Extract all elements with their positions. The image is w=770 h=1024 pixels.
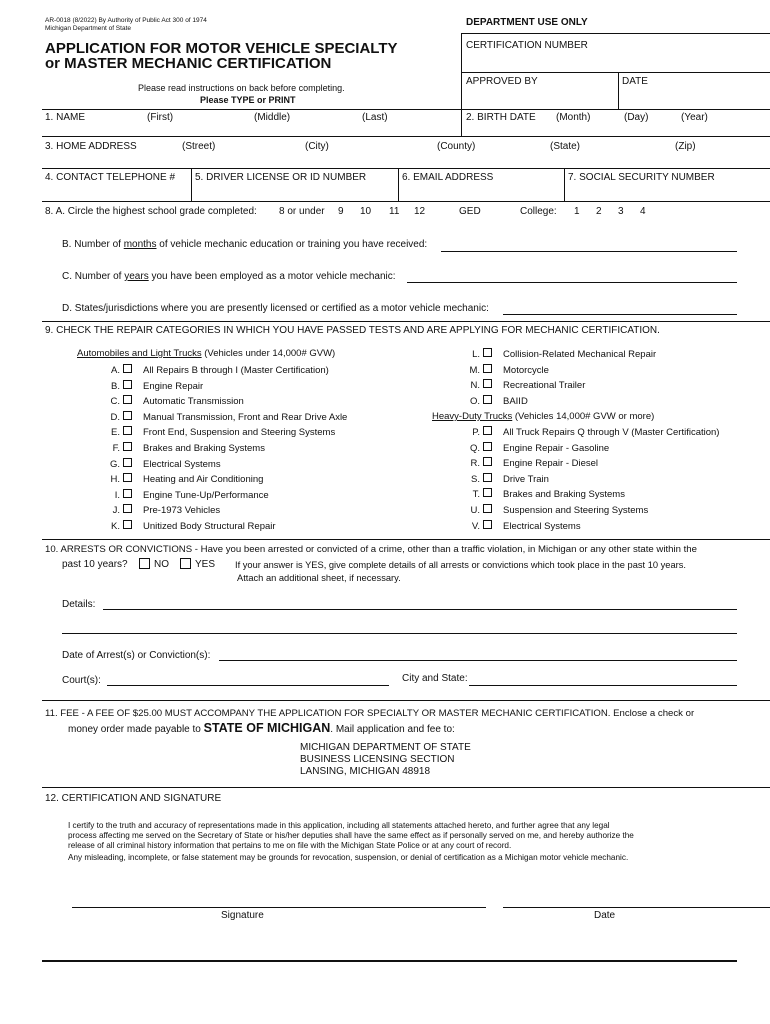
last-name-label: (Last) bbox=[362, 112, 388, 123]
past-10-years-label: past 10 years? bbox=[62, 559, 128, 570]
approved-by-label: APPROVED BY bbox=[466, 76, 538, 87]
category-label: Engine Repair - Diesel bbox=[503, 458, 599, 470]
category-checkbox[interactable] bbox=[483, 473, 492, 482]
no-label: NO bbox=[154, 559, 169, 570]
row1-top-border bbox=[42, 109, 770, 110]
contact-phone-label: 4. CONTACT TELEPHONE # bbox=[45, 172, 176, 183]
category-checkbox[interactable] bbox=[123, 380, 132, 389]
category-label: Collision-Related Mechanical Repair bbox=[503, 349, 657, 360]
category-letter: S. bbox=[471, 473, 480, 485]
birth-year-label: (Year) bbox=[681, 112, 708, 123]
ssn-label: 7. SOCIAL SECURITY NUMBER bbox=[568, 172, 715, 183]
dept-box-divider bbox=[461, 72, 770, 73]
grade-option[interactable]: 12 bbox=[414, 206, 426, 217]
row3-top-border bbox=[42, 136, 770, 137]
street-label: (Street) bbox=[182, 141, 216, 152]
q8c-answer-line[interactable] bbox=[407, 282, 737, 283]
row4-divider-1 bbox=[191, 168, 192, 201]
form-title-line1: APPLICATION FOR MOTOR VEHICLE SPECIALTY bbox=[45, 40, 398, 57]
category-checkbox[interactable] bbox=[483, 504, 492, 513]
grade-option[interactable]: 11 bbox=[389, 206, 400, 217]
category-label: Electrical Systems bbox=[143, 458, 221, 470]
birth-date-label: 2. BIRTH DATE bbox=[466, 112, 536, 123]
grade-option[interactable]: 10 bbox=[360, 206, 372, 217]
q8a-label: 8. A. Circle the highest school grade completed: bbox=[45, 206, 257, 217]
category-checkbox[interactable] bbox=[123, 504, 132, 513]
q10-top-border bbox=[42, 539, 770, 540]
category-checkbox[interactable] bbox=[483, 426, 492, 435]
q8c-label: C. Number of years you have been employed as a motor vehicle mechanic: bbox=[62, 271, 396, 282]
no-checkbox[interactable] bbox=[139, 558, 150, 569]
form-id: AR-0018 (8/2022) By Authority of Public Act 300 of 1974 bbox=[45, 17, 207, 24]
category-label: All Repairs B through I (Master Certification) bbox=[143, 365, 329, 376]
row4-divider-2 bbox=[398, 168, 399, 201]
q12-heading: 12. CERTIFICATION AND SIGNATURE bbox=[45, 793, 222, 804]
row4-divider-3 bbox=[564, 168, 565, 201]
category-checkbox[interactable] bbox=[483, 395, 492, 404]
heavy-header: Heavy-Duty Trucks (Vehicles 14,000# GVW or more) bbox=[432, 411, 655, 422]
yes-label: YES bbox=[195, 559, 216, 570]
category-letter: J. bbox=[112, 505, 120, 517]
category-checkbox[interactable] bbox=[123, 489, 132, 498]
dept-box-top bbox=[461, 33, 770, 34]
zip-label: (Zip) bbox=[675, 141, 696, 152]
county-label: (County) bbox=[437, 141, 476, 152]
cert-paragraph-2: process affecting me served on the Secretary of State or his/her deputies shall have the same effect as if personally served on me, and hereby authorize the bbox=[68, 831, 634, 840]
details-line-1[interactable] bbox=[103, 609, 737, 610]
q8b-label: B. Number of months of vehicle mechanic education or training you have received: bbox=[62, 239, 428, 250]
category-checkbox[interactable] bbox=[123, 411, 132, 420]
q10-heading: 10. ARRESTS OR CONVICTIONS - Have you been arrested or convicted of a crime, other than a traffic violation, in Michigan or any other state within the bbox=[45, 544, 697, 555]
category-letter: F. bbox=[112, 443, 120, 454]
auto-header: Automobiles and Light Trucks (Vehicles under 14,000# GVW) bbox=[77, 348, 336, 359]
category-letter: V. bbox=[471, 520, 480, 532]
grade-option[interactable]: GED bbox=[459, 206, 481, 217]
signature-label: Signature bbox=[221, 910, 264, 921]
category-checkbox[interactable] bbox=[123, 364, 132, 373]
middle-name-label: (Middle) bbox=[254, 112, 291, 123]
row1-divider bbox=[461, 109, 462, 136]
category-label: Electrical Systems bbox=[503, 520, 581, 532]
q9-heading: 9. CHECK THE REPAIR CATEGORIES IN WHICH YOU HAVE PASSED TESTS AND ARE APPLYING FOR MECHANIC CERTIFICATION. bbox=[45, 325, 660, 336]
courts-line[interactable] bbox=[107, 685, 389, 686]
category-label: Brakes and Braking Systems bbox=[503, 489, 625, 501]
details-line-2[interactable] bbox=[62, 633, 737, 634]
grade-option[interactable]: 8 or under bbox=[279, 206, 325, 217]
college-label: College: bbox=[520, 206, 557, 217]
category-label: Pre-1973 Vehicles bbox=[143, 505, 221, 517]
q11-top-border bbox=[42, 700, 770, 701]
category-label: Engine Tune-Up/Performance bbox=[143, 489, 269, 501]
row4-top-border bbox=[42, 168, 770, 169]
dept-box-border bbox=[461, 33, 462, 109]
city-label: (City) bbox=[305, 141, 329, 152]
category-label: Brakes and Braking Systems bbox=[143, 443, 265, 454]
category-letter: I. bbox=[114, 489, 120, 501]
cert-paragraph-1: I certify to the truth and accuracy of representations made in this application, including all statements attached hereto, and further agree that any legal bbox=[68, 821, 610, 830]
category-letter: Q. bbox=[469, 442, 480, 454]
category-checkbox[interactable] bbox=[483, 442, 492, 451]
q8b-answer-line[interactable] bbox=[441, 251, 737, 252]
category-checkbox[interactable] bbox=[483, 520, 492, 529]
birth-day-label: (Day) bbox=[624, 112, 649, 123]
fee-heading: 11. FEE - A FEE OF $25.00 MUST ACCOMPANY THE APPLICATION FOR SPECIALTY OR MASTER MECHANIC CERTIFICATION. Enclose a check or bbox=[45, 708, 695, 719]
category-letter: P. bbox=[472, 427, 480, 438]
agency-name: Michigan Department of State bbox=[45, 25, 131, 32]
city-state-label: City and State: bbox=[402, 673, 468, 684]
state-label: (State) bbox=[550, 141, 581, 152]
category-letter: O. bbox=[469, 395, 480, 407]
category-label: Heating and Air Conditioning bbox=[143, 474, 264, 486]
courts-label: Court(s): bbox=[62, 675, 101, 686]
category-label: Unitized Body Structural Repair bbox=[143, 521, 276, 532]
attach-note: Attach an additional sheet, if necessary. bbox=[237, 573, 401, 583]
dept-use-only-label: DEPARTMENT USE ONLY bbox=[466, 17, 588, 28]
category-label: Recreational Trailer bbox=[503, 380, 586, 392]
category-checkbox[interactable] bbox=[483, 488, 492, 497]
college-option[interactable]: 1 bbox=[574, 206, 580, 217]
category-checkbox[interactable] bbox=[123, 520, 132, 529]
signature-line[interactable] bbox=[72, 907, 486, 908]
q12-top-border bbox=[42, 787, 770, 788]
arrest-date-label: Date of Arrest(s) or Conviction(s): bbox=[62, 650, 211, 661]
mail-address-line1: MICHIGAN DEPARTMENT OF STATE bbox=[300, 742, 471, 753]
category-letter: D. bbox=[110, 411, 120, 423]
cert-paragraph-4: Any misleading, incomplete, or false statement may be grounds for revocation, suspension, or denial of certification as a Michigan motor vehicle mechanic. bbox=[68, 853, 629, 862]
name-label: 1. NAME bbox=[45, 112, 86, 123]
cert-paragraph-3: release of all criminal history information that pertains to me on file with the Michigan State Police or at any court of record. bbox=[68, 841, 512, 850]
category-letter: R. bbox=[470, 458, 480, 470]
type-or-print-note: Please TYPE or PRINT bbox=[200, 95, 296, 105]
instructions-note: Please read instructions on back before completing. bbox=[138, 83, 345, 93]
category-label: BAIID bbox=[503, 395, 528, 407]
college-option[interactable]: 4 bbox=[640, 206, 646, 217]
category-label: Suspension and Steering Systems bbox=[503, 505, 649, 516]
arrest-date-line[interactable] bbox=[219, 660, 737, 661]
category-label: Motorcycle bbox=[503, 364, 549, 376]
category-letter: E. bbox=[111, 427, 120, 439]
details-label: Details: bbox=[62, 599, 96, 610]
yes-checkbox[interactable] bbox=[180, 558, 191, 569]
q8d-answer-line[interactable] bbox=[503, 314, 737, 315]
form-bottom-border bbox=[42, 960, 737, 962]
birth-month-label: (Month) bbox=[556, 112, 591, 123]
category-label: Front End, Suspension and Steering Systems bbox=[143, 427, 336, 439]
category-label: Drive Train bbox=[503, 473, 549, 485]
category-label: Manual Transmission, Front and Rear Drive Axle bbox=[143, 411, 348, 423]
category-letter: B. bbox=[111, 380, 120, 392]
category-checkbox[interactable] bbox=[483, 379, 492, 388]
home-address-label: 3. HOME ADDRESS bbox=[45, 141, 137, 152]
fee-payable-line: money order made payable to STATE OF MICHIGAN. Mail application and fee to: bbox=[68, 721, 455, 735]
email-label: 6. EMAIL ADDRESS bbox=[402, 172, 494, 183]
q8d-label: D. States/jurisdictions where you are presently licensed or certified as a motor vehicle mechanic: bbox=[62, 303, 489, 314]
grade-option[interactable]: 9 bbox=[338, 206, 344, 217]
category-checkbox[interactable] bbox=[483, 364, 492, 373]
date-line[interactable] bbox=[503, 907, 770, 908]
approval-date-label: DATE bbox=[622, 76, 648, 87]
category-letter: A. bbox=[111, 365, 120, 376]
cert-number-label: CERTIFICATION NUMBER bbox=[466, 40, 588, 51]
college-option[interactable]: 2 bbox=[596, 206, 602, 217]
category-checkbox[interactable] bbox=[123, 395, 132, 404]
mail-address-line2: BUSINESS LICENSING SECTION bbox=[300, 754, 455, 765]
category-label: All Truck Repairs Q through V (Master Certification) bbox=[503, 427, 720, 438]
category-checkbox[interactable] bbox=[123, 442, 132, 451]
city-state-line[interactable] bbox=[469, 685, 737, 686]
category-letter: N. bbox=[470, 380, 480, 392]
category-letter: U. bbox=[470, 505, 480, 516]
signature-date-label: Date bbox=[594, 910, 616, 921]
dept-box-vdivider bbox=[618, 72, 619, 109]
category-letter: T. bbox=[472, 489, 480, 501]
category-checkbox[interactable] bbox=[123, 458, 132, 467]
if-yes-note: If your answer is YES, give complete details of all arrests or convictions which took place in the past 10 years. bbox=[235, 560, 686, 570]
category-letter: G. bbox=[109, 458, 120, 470]
mail-address-line3: LANSING, MICHIGAN 48918 bbox=[300, 766, 431, 777]
form-title-line2: or MASTER MECHANIC CERTIFICATION bbox=[45, 55, 332, 72]
category-label: Engine Repair - Gasoline bbox=[503, 442, 610, 454]
category-letter: H. bbox=[110, 474, 120, 486]
category-checkbox[interactable] bbox=[123, 426, 132, 435]
category-checkbox[interactable] bbox=[483, 457, 492, 466]
category-checkbox[interactable] bbox=[123, 473, 132, 482]
category-letter: K. bbox=[111, 521, 120, 532]
category-label: Engine Repair bbox=[143, 380, 204, 392]
q9-top-border bbox=[42, 321, 770, 322]
row4-bottom-border bbox=[42, 201, 770, 202]
category-letter: M. bbox=[469, 364, 480, 376]
college-option[interactable]: 3 bbox=[618, 206, 624, 217]
license-number-label: 5. DRIVER LICENSE OR ID NUMBER bbox=[195, 172, 367, 183]
category-checkbox[interactable] bbox=[483, 348, 492, 357]
category-letter: C. bbox=[110, 396, 120, 408]
category-letter: L. bbox=[472, 349, 480, 360]
category-label: Automatic Transmission bbox=[143, 396, 244, 408]
first-name-label: (First) bbox=[147, 112, 174, 123]
